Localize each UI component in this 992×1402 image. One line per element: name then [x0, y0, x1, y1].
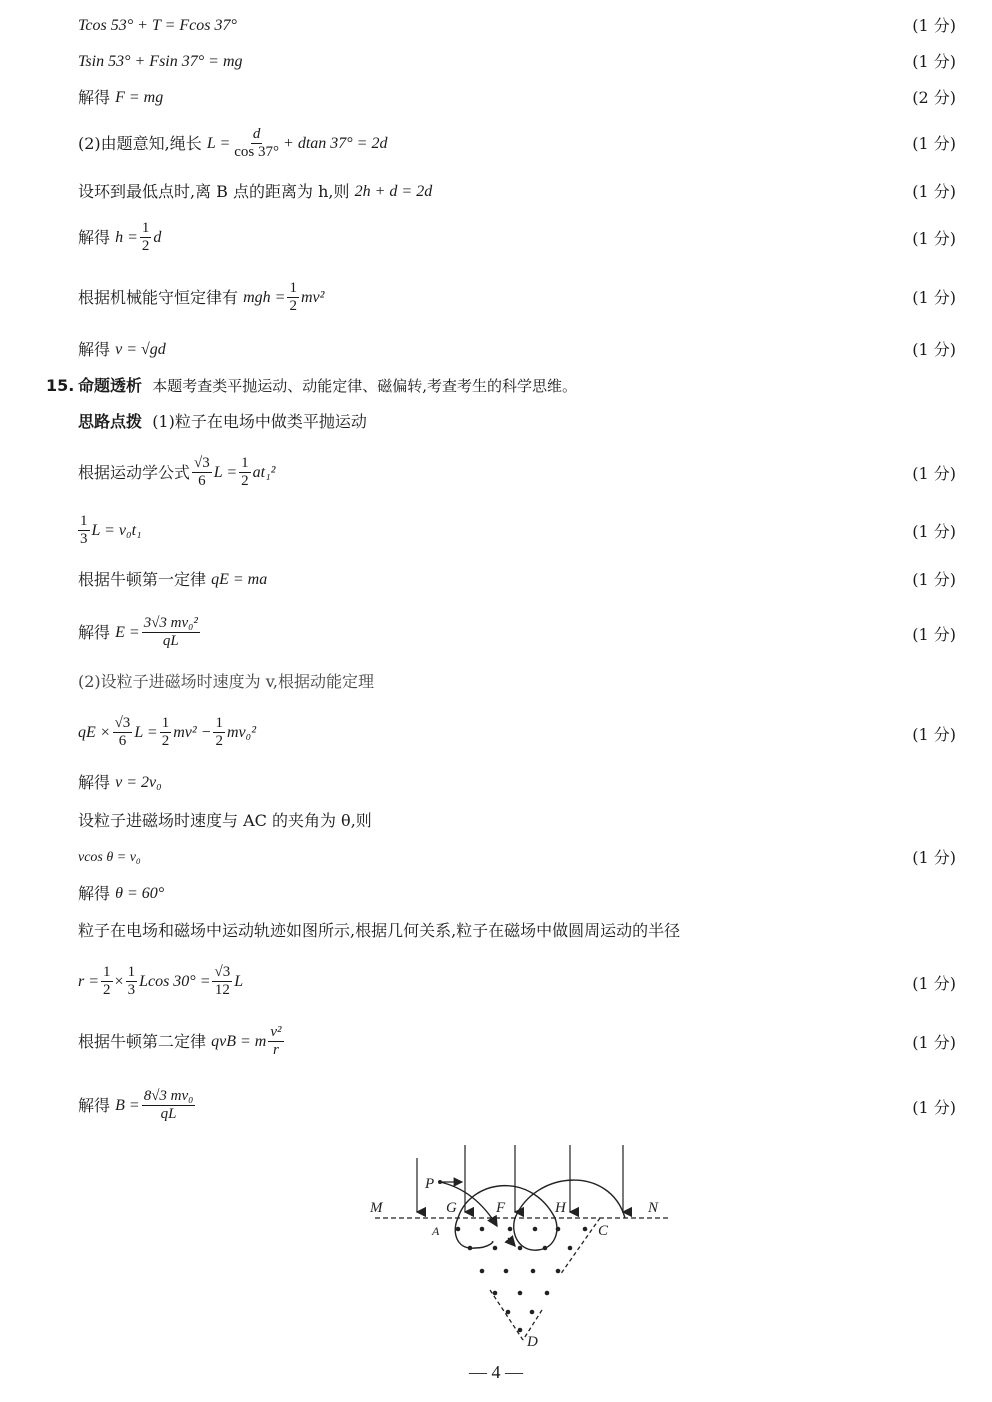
equation-lhs: h = — [115, 228, 138, 246]
equation-line — [78, 848, 141, 868]
fraction-numerator: 3√3 mv₀² — [143, 615, 198, 631]
score-label: (2 分) — [912, 88, 956, 107]
svg-text:M: M — [370, 1200, 383, 1216]
equation-lhs: qE × — [78, 723, 111, 741]
score-label: (1 分) — [912, 570, 956, 589]
text-line — [78, 921, 680, 941]
analysis-line — [78, 376, 577, 396]
line-prefix: 解得 — [78, 88, 111, 107]
fraction — [160, 715, 172, 750]
line-prefix: 根据机械能守恒定律有 — [78, 287, 239, 307]
svg-text:G: G — [446, 1200, 457, 1216]
equation-line — [78, 513, 142, 548]
fraction-numerator: √3 — [114, 715, 131, 731]
line-prefix: 解得 — [78, 1095, 111, 1115]
fraction — [78, 513, 90, 548]
line-prefix: 根据牛顿第一定律 — [78, 570, 207, 589]
equation-text: Tsin 53° + Fsin 37° = mg — [78, 53, 243, 70]
equation-line — [78, 455, 275, 490]
fraction-denominator: qL — [162, 633, 179, 649]
equation-line — [78, 964, 243, 999]
fraction-denominator: 6 — [118, 733, 127, 749]
text-line — [78, 811, 372, 831]
fraction — [192, 455, 212, 490]
fraction-numerator: 1 — [103, 964, 111, 980]
fraction — [232, 126, 281, 161]
svg-text:F: F — [496, 1200, 506, 1216]
svg-text:N: N — [648, 1200, 659, 1216]
score-label: (1 分) — [912, 52, 956, 71]
line-prefix: (2)由题意知,绳长 — [78, 133, 202, 153]
fraction — [213, 715, 225, 750]
equation-mid: mv² − — [173, 723, 212, 741]
equation-text: F = mg — [115, 89, 164, 106]
score-label: (1 分) — [912, 464, 956, 483]
equation-mid: Lcos 30° = — [139, 972, 211, 990]
equation-mid: L = — [134, 723, 158, 741]
line-prefix: (2)设粒子进磁场时速度为 v,根据动能定理 — [78, 672, 374, 691]
equation-line — [78, 570, 267, 590]
equation-text: 2h + d = 2d — [354, 183, 433, 200]
score-label: (1 分) — [912, 1033, 956, 1052]
equation-text: vcos θ = v₀ — [78, 850, 141, 865]
equation-lhs: r = — [78, 972, 100, 990]
equation-line — [78, 126, 387, 161]
equation-rest: L = v₀t₁ — [91, 521, 142, 539]
line-prefix: 解得 — [78, 773, 111, 792]
score-label: (1 分) — [912, 625, 956, 644]
fraction-numerator: 1 — [161, 715, 170, 731]
fraction-numerator: 1 — [289, 280, 297, 296]
equation-rest: d — [153, 228, 162, 246]
equation-rest: L — [234, 972, 244, 990]
fraction-numerator: √3 — [194, 455, 210, 471]
fraction-denominator: 2 — [161, 733, 170, 749]
line-prefix: 解得 — [78, 884, 111, 903]
fraction-denominator: 2 — [215, 733, 223, 749]
fraction — [101, 964, 113, 999]
fraction — [113, 715, 133, 750]
fraction — [142, 1088, 196, 1123]
line-prefix: 设粒子进磁场时速度与 AC 的夹角为 θ,则 — [78, 811, 372, 830]
analysis-label: 命题透析 — [78, 376, 143, 395]
fraction-denominator: r — [273, 1042, 279, 1058]
fraction — [239, 455, 251, 490]
fraction-denominator: 6 — [198, 473, 206, 489]
hint-line — [78, 412, 367, 432]
fraction-denominator: 2 — [141, 238, 150, 254]
score-label: (1 分) — [912, 229, 956, 248]
equation-line — [78, 88, 163, 108]
equation-mid: L = — [213, 463, 238, 481]
fraction — [268, 1024, 283, 1059]
equation-line — [78, 715, 256, 750]
magnetic-field-dots — [456, 1227, 588, 1333]
equation-lhs: mgh = — [243, 288, 286, 306]
particle-trajectory-diagram — [360, 1140, 680, 1360]
line-prefix: 解得 — [78, 340, 111, 359]
equation-line — [78, 52, 243, 72]
equation-line — [78, 1024, 286, 1059]
equation-line — [78, 773, 162, 793]
question-number: 15. — [46, 376, 75, 395]
line-prefix: 设环到最低点时,离 B 点的距离为 h,则 — [78, 182, 350, 201]
fraction-denominator: cos 37° — [234, 144, 280, 160]
equation-line — [78, 220, 161, 255]
equation-rest: at₁² — [252, 463, 276, 481]
fraction-numerator: v² — [270, 1024, 282, 1040]
score-label: (1 分) — [912, 134, 956, 153]
score-label: (1 分) — [912, 288, 956, 307]
fraction-numerator: 1 — [141, 220, 150, 236]
svg-text:A: A — [432, 1224, 440, 1238]
svg-text:P: P — [425, 1176, 435, 1192]
score-label: (1 分) — [912, 974, 956, 993]
page-number: — 4 — — [469, 1362, 523, 1382]
fraction-denominator: 3 — [80, 531, 88, 547]
analysis-text: 本题考查类平抛运动、动能定律、磁偏转,考查考生的科学思维。 — [152, 377, 577, 395]
fraction-denominator: 3 — [127, 982, 136, 998]
fraction-numerator: 1 — [215, 715, 223, 731]
fraction-numerator: √3 — [214, 964, 231, 980]
svg-text:D: D — [527, 1334, 538, 1350]
score-label: (1 分) — [912, 1098, 956, 1117]
fraction — [212, 964, 232, 999]
equation-text: qE = ma — [211, 571, 268, 588]
equation-rest: mv₀² — [226, 723, 256, 741]
fraction-denominator: 12 — [214, 982, 230, 998]
fraction-denominator: 2 — [103, 982, 111, 998]
equation-lhs: qvB = m — [211, 1032, 267, 1050]
fraction-numerator: d — [252, 126, 261, 142]
text-line — [78, 672, 374, 692]
equation-line — [78, 16, 237, 36]
hint-label: 思路点拨 — [78, 412, 143, 431]
equation-line — [78, 280, 324, 315]
fraction — [287, 280, 299, 315]
equation-line — [78, 182, 432, 202]
fraction-numerator: 1 — [80, 513, 88, 529]
equation-text: v = 2v₀ — [115, 774, 162, 791]
fraction — [142, 615, 200, 650]
fraction — [126, 964, 138, 999]
equation-line — [78, 1088, 197, 1123]
equation-text: v = √gd — [115, 341, 166, 358]
line-prefix: 根据运动学公式 — [78, 462, 191, 482]
line-prefix: 解得 — [78, 227, 111, 247]
equation-rest: + dtan 37° = 2d — [283, 134, 388, 152]
equation-line — [78, 340, 166, 360]
fraction-numerator: 1 — [127, 964, 136, 980]
hint-text: (1)粒子在电场中做类平抛运动 — [152, 412, 367, 431]
score-label: (1 分) — [912, 725, 956, 744]
svg-text:H: H — [555, 1200, 566, 1216]
fraction — [140, 220, 152, 255]
equation-rest: mv² — [300, 288, 325, 306]
fraction-numerator: 1 — [241, 455, 249, 471]
fraction-denominator: 2 — [241, 473, 249, 489]
trajectory-figure — [360, 1140, 680, 1364]
equation-lhs: L = — [206, 134, 231, 152]
score-label: (1 分) — [912, 848, 956, 867]
svg-text:C: C — [598, 1223, 609, 1239]
equation-text: Tcos 53° + T = Fcos 37° — [78, 17, 237, 34]
score-label: (1 分) — [912, 182, 956, 201]
fraction-numerator: 8√3 mv₀ — [143, 1088, 194, 1104]
equation-text: θ = 60° — [115, 885, 165, 902]
fraction-denominator: 2 — [289, 298, 297, 314]
equation-line — [78, 884, 164, 904]
equation-lhs: E = — [115, 623, 140, 641]
fraction-denominator: qL — [160, 1106, 177, 1122]
equation-lhs: B = — [115, 1096, 140, 1114]
score-label: (1 分) — [912, 16, 956, 35]
line-prefix: 根据牛顿第二定律 — [78, 1031, 207, 1051]
score-label: (1 分) — [912, 340, 956, 359]
equation-line — [78, 615, 202, 650]
equation-mid: × — [114, 972, 124, 990]
score-label: (1 分) — [912, 522, 956, 541]
line-prefix: 解得 — [78, 622, 111, 642]
line-prefix: 粒子在电场和磁场中运动轨迹如图所示,根据几何关系,粒子在磁场中做圆周运动的半径 — [78, 921, 681, 940]
